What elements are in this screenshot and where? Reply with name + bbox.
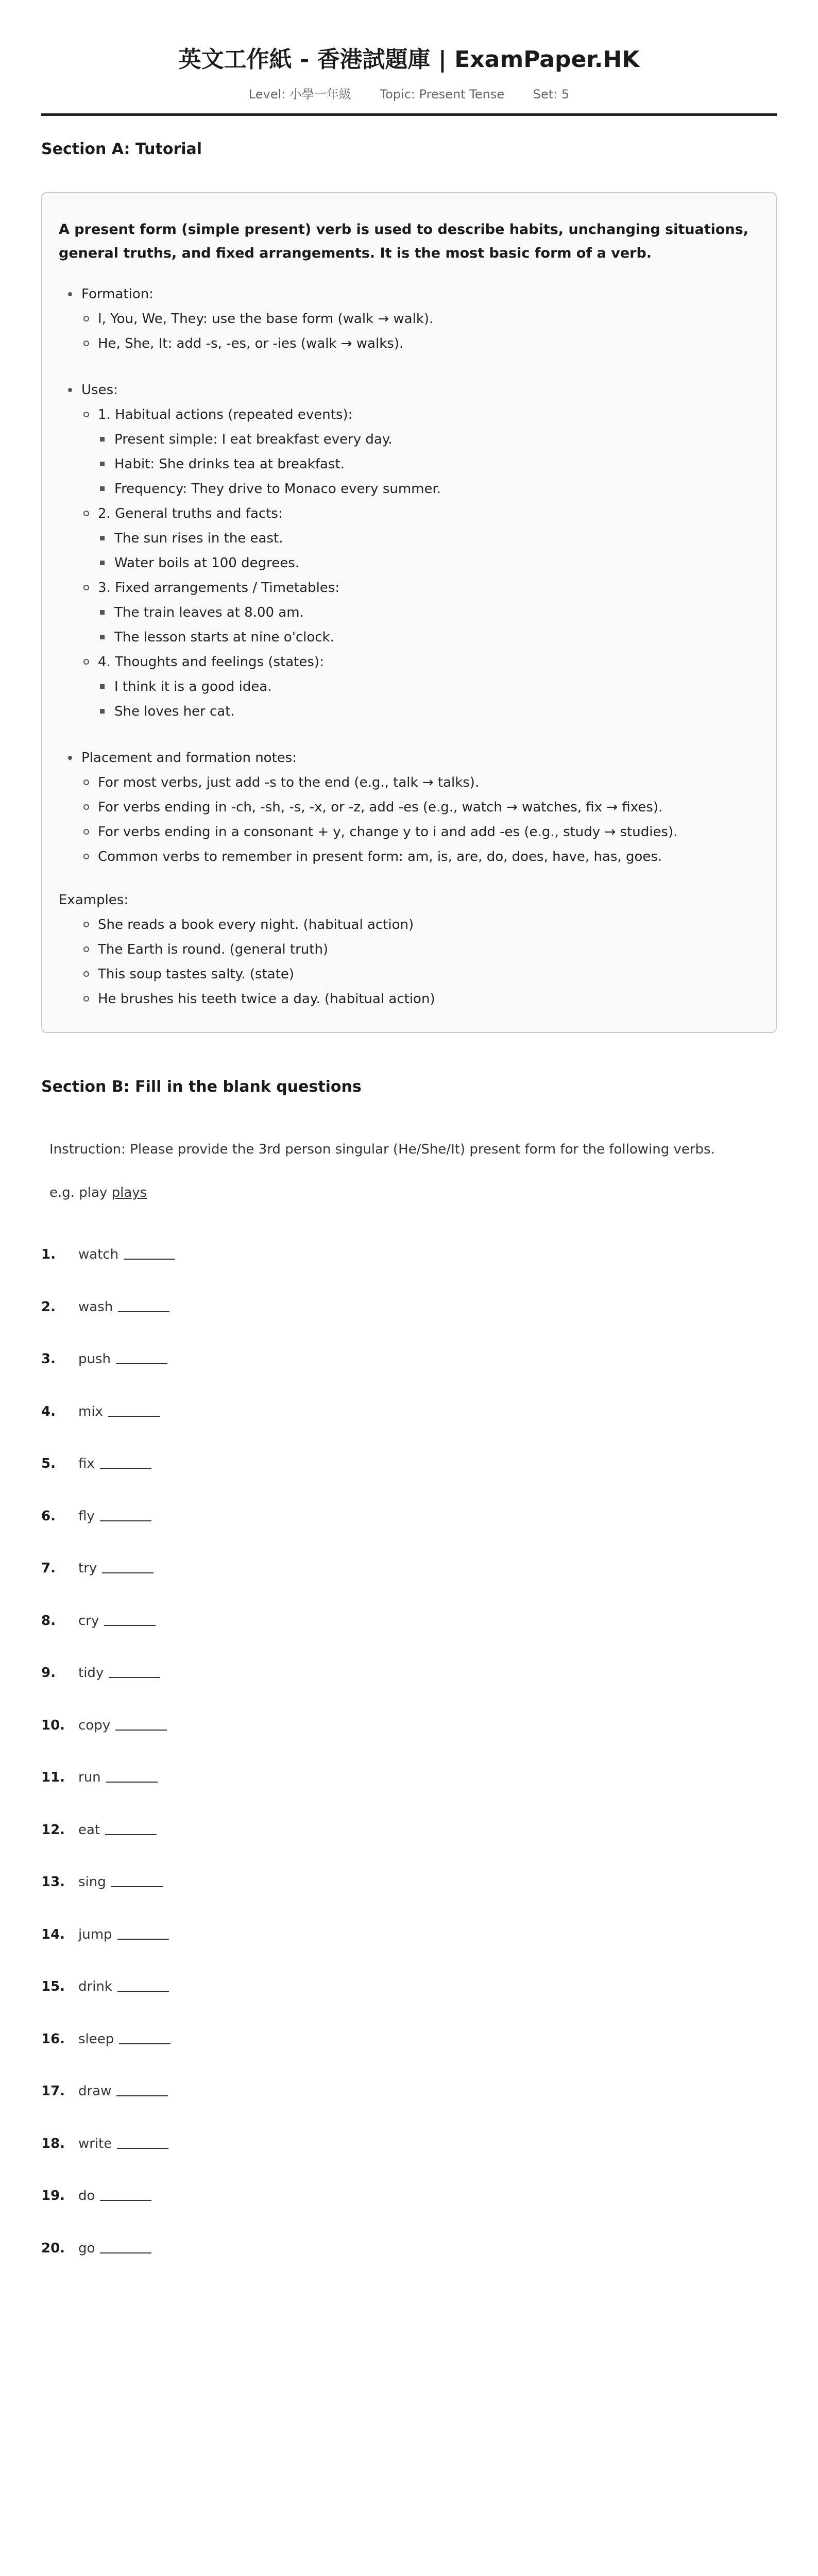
question-number: 7.	[41, 1561, 56, 1576]
question-number: 5.	[41, 1456, 56, 1471]
question-number: 12.	[41, 1822, 65, 1838]
question-word: fly	[78, 1508, 95, 1524]
list-item: I, You, We, They: use the base form (walk → walk).	[81, 307, 759, 331]
formation-item	[59, 282, 759, 356]
example-line	[41, 1182, 777, 1203]
answer-blank[interactable]	[109, 1663, 160, 1678]
set-label: Set: 5	[533, 87, 570, 101]
page-header	[41, 0, 777, 103]
tutorial-list	[59, 282, 759, 869]
answer-blank[interactable]	[118, 1297, 169, 1312]
list-item: For verbs ending in a consonant + y, change y to i and add -es (e.g., study → studies).	[81, 820, 759, 844]
question-row	[41, 1767, 777, 1820]
question-number: 9.	[41, 1665, 56, 1681]
question-number: 16.	[41, 2031, 65, 2047]
tutorial-box	[41, 192, 777, 1033]
question-row	[41, 1663, 777, 1715]
meta-info	[41, 86, 777, 103]
uses-group-items	[98, 674, 759, 724]
question-number: 14.	[41, 1926, 65, 1942]
question-number: 18.	[41, 2136, 65, 2151]
uses-group	[81, 575, 759, 650]
list-item: Water boils at 100 degrees.	[98, 551, 759, 575]
question-row	[41, 1349, 777, 1401]
uses-group-label: 3. Fixed arrangements / Timetables:	[98, 580, 340, 596]
question-row	[41, 1924, 777, 1977]
question-number: 6.	[41, 1508, 56, 1524]
question-word: try	[78, 1561, 97, 1576]
answer-blank[interactable]	[117, 1976, 169, 1992]
answer-blank[interactable]	[117, 2133, 168, 2149]
question-number: 15.	[41, 1979, 65, 1994]
question-word: run	[78, 1770, 101, 1785]
placement-item	[59, 745, 759, 869]
uses-item	[59, 378, 759, 724]
uses-label: Uses:	[81, 382, 118, 398]
worksheet-page	[41, 0, 777, 2576]
uses-group	[81, 501, 759, 575]
question-number: 11.	[41, 1770, 65, 1785]
question-word: cry	[78, 1613, 99, 1629]
examples-label: Examples:	[59, 892, 129, 908]
uses-group-items	[98, 526, 759, 575]
question-word: do	[78, 2188, 95, 2204]
question-row	[41, 2029, 777, 2081]
question-row	[41, 1715, 777, 1768]
question-row	[41, 1872, 777, 1924]
question-number: 17.	[41, 2083, 65, 2099]
answer-blank[interactable]	[117, 1924, 169, 1940]
placement-label: Placement and formation notes:	[81, 750, 297, 766]
answer-blank[interactable]	[111, 1872, 163, 1887]
question-word: watch	[78, 1247, 119, 1262]
question-number: 2.	[41, 1299, 56, 1315]
question-number: 19.	[41, 2188, 65, 2204]
answer-blank[interactable]	[116, 1349, 167, 1364]
list-item: This soup tastes salty. (state)	[81, 962, 759, 987]
question-row	[41, 2185, 777, 2238]
page-title: 英文工作紙 - 香港試題庫 | ExamPaper.HK	[178, 46, 640, 73]
question-word: draw	[78, 2083, 112, 2099]
list-item: She reads a book every night. (habitual action)	[81, 912, 759, 937]
question-word: push	[78, 1351, 111, 1367]
question-word: sing	[78, 1874, 106, 1890]
answer-blank[interactable]	[124, 1244, 175, 1260]
question-word: jump	[78, 1926, 112, 1942]
uses-group	[81, 402, 759, 501]
list-item: The lesson starts at nine o'clock.	[98, 625, 759, 650]
question-row	[41, 1401, 777, 1454]
list-item: She loves her cat.	[98, 699, 759, 724]
answer-blank[interactable]	[100, 2185, 151, 2201]
question-row	[41, 2133, 777, 2186]
answer-blank[interactable]	[116, 2081, 168, 2096]
placement-list	[81, 770, 759, 869]
question-word: go	[78, 2240, 95, 2256]
example-answer: plays	[111, 1185, 147, 1200]
question-word: sleep	[78, 2031, 114, 2047]
question-number: 10.	[41, 1717, 65, 1733]
list-item: The sun rises in the east.	[98, 526, 759, 551]
question-word: write	[78, 2136, 112, 2151]
list-item: For most verbs, just add -s to the end (e.g., talk → talks).	[81, 770, 759, 795]
question-number: 8.	[41, 1613, 56, 1629]
answer-blank[interactable]	[100, 2238, 151, 2253]
answer-blank[interactable]	[108, 1401, 160, 1417]
answer-blank[interactable]	[119, 2029, 171, 2044]
question-row	[41, 1297, 777, 1349]
question-number: 4.	[41, 1403, 56, 1419]
question-list	[41, 1244, 777, 2290]
answer-blank[interactable]	[115, 1715, 167, 1731]
uses-group	[81, 650, 759, 724]
answer-blank[interactable]	[102, 1558, 154, 1573]
question-word: wash	[78, 1299, 113, 1315]
question-number: 13.	[41, 1874, 65, 1890]
uses-group-label: 2. General truths and facts:	[98, 506, 283, 521]
question-row	[41, 1244, 777, 1297]
list-item: I think it is a good idea.	[98, 674, 759, 699]
list-item: Present simple: I eat breakfast every day.	[98, 427, 759, 452]
question-number: 3.	[41, 1351, 56, 1367]
question-number: 1.	[41, 1247, 56, 1262]
section-a-title: Section A: Tutorial	[41, 140, 202, 158]
list-item: The Earth is round. (general truth)	[81, 937, 759, 962]
question-word: mix	[78, 1403, 103, 1419]
question-word: drink	[78, 1979, 112, 1994]
uses-group-items	[98, 427, 759, 501]
uses-group-items	[98, 600, 759, 650]
header-divider	[41, 113, 777, 116]
question-word: tidy	[78, 1665, 104, 1681]
topic-label: Topic: Present Tense	[380, 87, 505, 101]
instruction-text: Instruction: Please provide the 3rd person singular (He/She/It) present form for the following verbs.	[49, 1142, 715, 1157]
list-item: Habit: She drinks tea at breakfast.	[98, 452, 759, 477]
formation-label: Formation:	[81, 286, 154, 302]
question-word: fix	[78, 1456, 95, 1471]
list-item: Common verbs to remember in present form: am, is, are, do, does, have, has, goes.	[81, 844, 759, 869]
answer-blank[interactable]	[104, 1611, 156, 1626]
question-row	[41, 2081, 777, 2133]
uses-group-label: 1. Habitual actions (repeated events):	[98, 407, 353, 422]
answer-blank[interactable]	[100, 1506, 151, 1521]
list-item: The train leaves at 8.00 am.	[98, 600, 759, 625]
question-row	[41, 1453, 777, 1506]
level-label: Level: 小學一年級	[248, 87, 351, 101]
question-row	[41, 2238, 777, 2291]
section-b-title: Section B: Fill in the blank questions	[41, 1078, 362, 1096]
list-item: He, She, It: add -s, -es, or -ies (walk → walks).	[81, 331, 759, 356]
example-prefix: e.g. play	[49, 1185, 108, 1200]
uses-list	[81, 402, 759, 724]
answer-blank[interactable]	[105, 1820, 157, 1835]
list-item: For verbs ending in -ch, -sh, -s, -x, or -z, add -es (e.g., watch → watches, fix → fixes).	[81, 795, 759, 820]
question-row	[41, 1558, 777, 1611]
question-row	[41, 1820, 777, 1872]
tutorial-intro: A present form (simple present) verb is used to describe habits, unchanging situations, general truths, and fixed arrangements. It is the most basic form of a verb.	[59, 222, 749, 261]
list-item: He brushes his teeth twice a day. (habitual action)	[81, 987, 759, 1011]
question-number: 20.	[41, 2240, 65, 2256]
question-row	[41, 1506, 777, 1558]
uses-group-label: 4. Thoughts and feelings (states):	[98, 654, 324, 670]
answer-blank[interactable]	[100, 1453, 151, 1469]
question-row	[41, 1976, 777, 2029]
question-word: eat	[78, 1822, 100, 1838]
question-row	[41, 1611, 777, 1663]
examples-list	[59, 912, 759, 1011]
formation-list	[81, 307, 759, 356]
answer-blank[interactable]	[106, 1767, 158, 1783]
list-item: Frequency: They drive to Monaco every summer.	[98, 477, 759, 501]
question-word: copy	[78, 1717, 111, 1733]
